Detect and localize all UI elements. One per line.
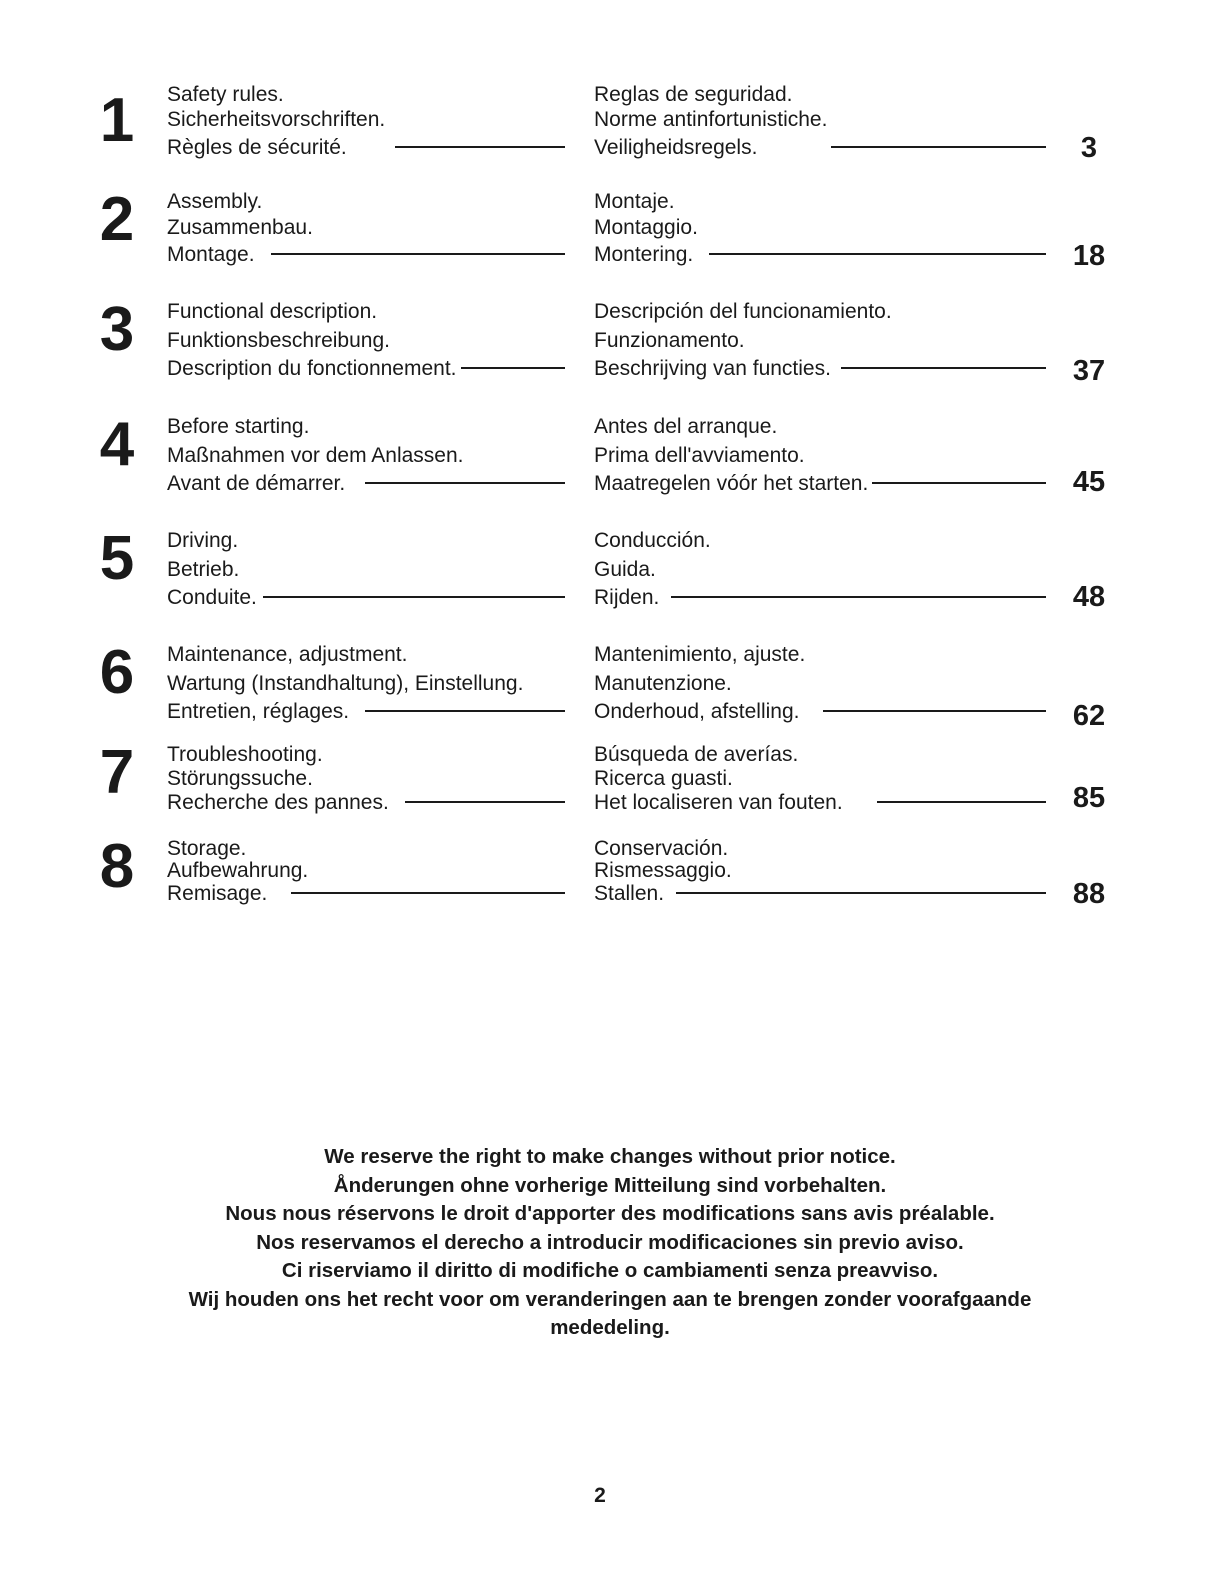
toc-page-number[interactable]: 88 (1072, 878, 1106, 910)
toc-entry-english: Maintenance, adjustment. (167, 643, 408, 666)
toc-entry-english: Troubleshooting. (167, 743, 323, 766)
toc-entry-french: Remisage. (167, 882, 268, 905)
leader-line (395, 146, 565, 148)
toc-page-number[interactable]: 45 (1072, 466, 1106, 498)
toc-entry-dutch: Beschrijving van functies. (594, 357, 831, 380)
toc-entry-french: Montage. (167, 243, 255, 266)
leader-line (709, 253, 1046, 255)
toc-entry-german: Zusammenbau. (167, 216, 313, 239)
toc-entry-french: Règles de sécurité. (167, 136, 347, 159)
toc-entry-dutch: Maatregelen vóór het starten. (594, 472, 869, 495)
leader-line (676, 892, 1046, 894)
toc-entry-spanish: Antes del arranque. (594, 415, 778, 438)
toc-entry-italian: Norme antinfortunistiche. (594, 108, 828, 131)
toc-entry-french: Description du fonctionnement. (167, 357, 457, 380)
notice-french: Nous nous réservons le droit d'apporter des modifications sans avis préalable. (225, 1202, 995, 1225)
toc-entry-dutch: Het localiseren van fouten. (594, 791, 843, 814)
toc-entry-french: Conduite. (167, 586, 257, 609)
toc-page-number[interactable]: 37 (1072, 355, 1106, 387)
toc-entry-italian: Rismessaggio. (594, 859, 732, 882)
toc-entry-german: Sicherheitsvorschriften. (167, 108, 386, 131)
section-number: 2 (99, 185, 135, 254)
toc-entry-italian: Prima dell'avviamento. (594, 444, 805, 467)
toc-entry-dutch: Veiligheidsregels. (594, 136, 758, 159)
leader-line (271, 253, 565, 255)
change-notice (60, 1143, 1160, 1343)
page-number: 2 (594, 1484, 606, 1507)
toc-entry-german: Betrieb. (167, 558, 240, 581)
toc-page-number[interactable]: 3 (1080, 132, 1098, 164)
section-number: 1 (99, 86, 135, 155)
leader-line (365, 710, 565, 712)
leader-line (831, 146, 1046, 148)
toc-entry-french: Entretien, réglages. (167, 700, 350, 723)
toc-entry-german: Maßnahmen vor dem Anlassen. (167, 444, 464, 467)
leader-line (263, 596, 565, 598)
leader-line (671, 596, 1046, 598)
leader-line (461, 367, 566, 369)
toc-entry-italian: Manutenzione. (594, 672, 732, 695)
toc-entry-spanish: Mantenimiento, ajuste. (594, 643, 806, 666)
leader-line (872, 482, 1046, 484)
leader-line (291, 892, 565, 894)
leader-line (823, 710, 1046, 712)
toc-entry-french: Recherche des pannes. (167, 791, 389, 814)
toc-entry-dutch: Montering. (594, 243, 694, 266)
toc-entry-french: Avant de démarrer. (167, 472, 346, 495)
toc-entry-german: Funktionsbeschreibung. (167, 329, 390, 352)
toc-entry-spanish: Conservación. (594, 837, 729, 860)
section-number: 7 (99, 738, 135, 807)
notice-dutch: Wij houden ons het recht voor om veranderingen aan te brengen zonder voorafgaande (188, 1287, 1032, 1311)
toc-entry-english: Storage. (167, 837, 247, 860)
leader-line (877, 801, 1046, 803)
notice-spanish: Nos reservamos el derecho a introducir modificaciones sin previo aviso. (256, 1230, 964, 1254)
toc-entry-italian: Funzionamento. (594, 329, 745, 352)
toc-entry-german: Wartung (Instandhaltung), Einstellung. (167, 672, 524, 695)
toc-entry-dutch: Stallen. (594, 882, 665, 905)
toc-entry-italian: Ricerca guasti. (594, 767, 733, 790)
notice-english: We reserve the right to make changes without prior notice. (324, 1145, 896, 1168)
toc-entry-english: Functional description. (167, 300, 378, 323)
toc-page-number[interactable]: 48 (1072, 581, 1106, 613)
toc-entry-italian: Guida. (594, 558, 656, 581)
toc-entry-english: Assembly. (167, 190, 263, 213)
notice-dutch-continued: mededeling. (550, 1316, 670, 1339)
toc-entry-dutch: Rijden. (594, 586, 660, 609)
notice-german: Ånderungen ohne vorherige Mitteilung sind vorbehalten. (333, 1173, 887, 1197)
leader-line (405, 801, 565, 803)
toc-entry-german: Störungssuche. (167, 767, 313, 790)
toc-entry-spanish: Montaje. (594, 190, 675, 213)
toc-entry-dutch: Onderhoud, afstelling. (594, 700, 800, 723)
toc-page-number[interactable]: 18 (1072, 240, 1106, 272)
section-number: 3 (99, 295, 135, 364)
toc-entry-english: Before starting. (167, 415, 310, 438)
toc-entry-german: Aufbewahrung. (167, 859, 309, 882)
leader-line (841, 367, 1046, 369)
section-number: 4 (99, 410, 135, 479)
toc-entry-english: Driving. (167, 529, 239, 552)
toc-page-number[interactable]: 85 (1072, 782, 1106, 814)
toc-entry-spanish: Descripción del funcionamiento. (594, 300, 892, 323)
toc-entry-italian: Montaggio. (594, 216, 698, 239)
toc-page-number[interactable]: 62 (1072, 700, 1106, 732)
section-number: 8 (99, 832, 135, 901)
section-number: 6 (99, 638, 135, 707)
leader-line (365, 482, 565, 484)
toc-entry-spanish: Búsqueda de averías. (594, 743, 799, 766)
section-number: 5 (99, 524, 135, 593)
toc-entry-spanish: Conducción. (594, 529, 711, 552)
toc-entry-spanish: Reglas de seguridad. (594, 83, 793, 106)
notice-italian: Ci riserviamo il diritto di modifiche o cambiamenti senza preavviso. (281, 1259, 939, 1282)
toc-entry-english: Safety rules. (167, 83, 284, 106)
